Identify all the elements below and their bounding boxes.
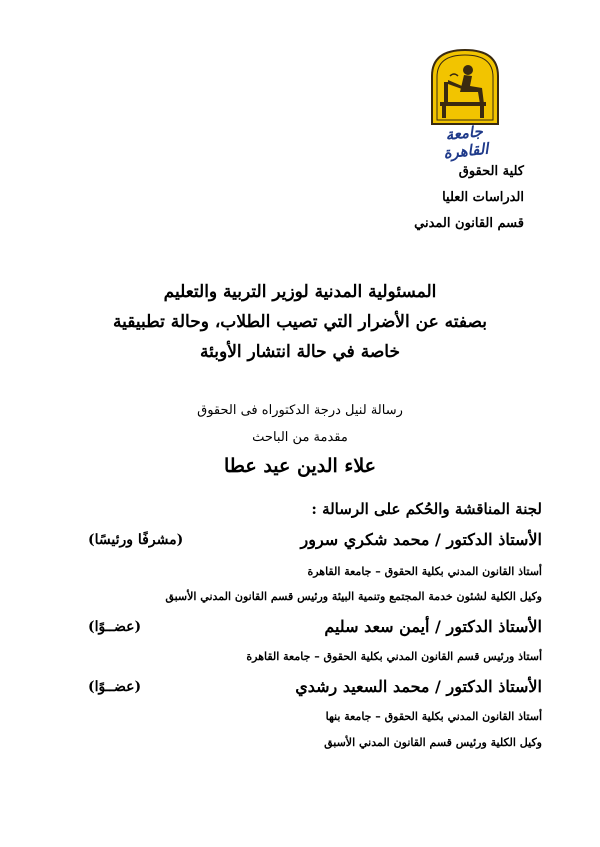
- committee-member-role: (عضــوًا): [88, 679, 142, 695]
- degree-line: رسالة لنيل درجة الدكتوراه فى الحقوق: [197, 403, 403, 418]
- committee-member-title: وكيل الكلية ورئيس قسم القانون المدني الأسبق: [324, 736, 542, 749]
- committee-member-role: (عضــوًا): [88, 619, 142, 635]
- committee-member-title: أستاذ ورئيس قسم القانون المدني بكلية الحقوق – جامعة القاهرة: [246, 650, 542, 663]
- committee-member-role: (مشرفًا ورئيسًا): [88, 532, 184, 548]
- committee-member-title: أستاذ القانون المدني بكلية الحقوق – جامعة بنها: [325, 710, 542, 723]
- committee-heading: لجنة المناقشة والحُكم على الرسالة :: [311, 500, 542, 518]
- committee-member-name: الأستاذ الدكتور / أيمن سعد سليم: [324, 617, 542, 636]
- cairo-university-logo: [428, 46, 502, 163]
- thesis-title-line-2: بصفته عن الأضرار التي تصيب الطلاب، وحالة تطبيقية: [113, 312, 487, 332]
- graduate-studies: الدراسات العليا: [442, 190, 524, 205]
- faculty-name: كلية الحقوق: [458, 164, 524, 179]
- thesis-title-line-3: خاصة في حالة انتشار الأوبئة: [200, 342, 400, 362]
- committee-member-name: الأستاذ الدكتور / محمد السعيد رشدي: [295, 677, 542, 696]
- author-name: علاء الدين عيد عطا: [224, 455, 376, 477]
- logo-caption: جامعة القاهرة: [442, 122, 490, 163]
- thesis-title-line-1: المسئولية المدنية لوزير التربية والتعليم: [163, 282, 437, 302]
- presented-by: مقدمة من الباحث: [252, 430, 348, 445]
- committee-member-title: أستاذ القانون المدني بكلية الحقوق – جامعة القاهرة: [307, 565, 542, 578]
- committee-member-name: الأستاذ الدكتور / محمد شكري سرور: [300, 530, 542, 549]
- committee-member-title: وكيل الكلية لشئون خدمة المجتمع وتنمية البيئة ورئيس قسم القانون المدني الأسبق: [165, 590, 542, 603]
- department-name: قسم القانون المدني: [414, 216, 524, 231]
